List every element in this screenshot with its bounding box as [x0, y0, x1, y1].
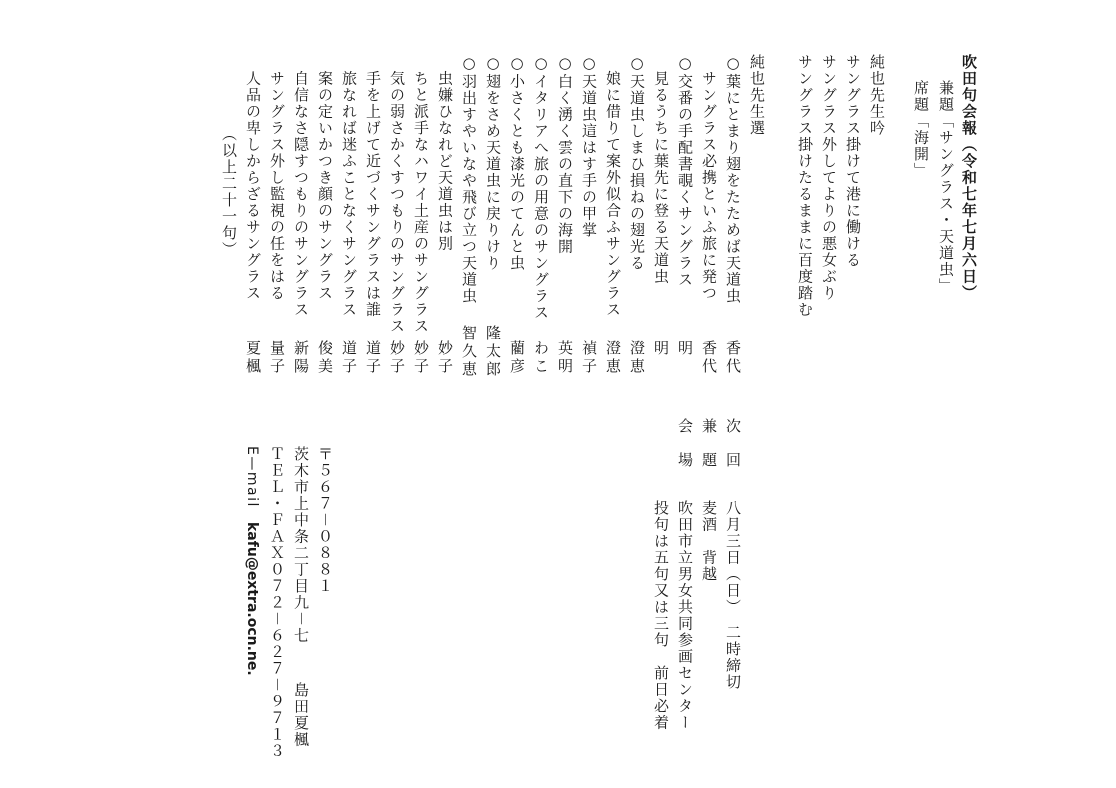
sen-poem-12: ○羽出すやいなや飛び立つ天道虫 [460, 54, 478, 305]
sen-author-20: 量子 [268, 340, 286, 376]
sen-poem-13: 虫嫌ひなれど天道虫は別 [436, 54, 454, 252]
sen-poem-5: ○天道虫しまひ損ねの翅光る [628, 54, 646, 272]
sen-poem-2: サングラス必携といふ旅に発つ [700, 54, 718, 302]
sen-poem-20: サングラス外し監視の任をはる [268, 54, 286, 302]
contact-email-label: E—mail [244, 446, 260, 508]
sen-poem-11: ○翅をさめ天道虫に戻りけり [484, 54, 502, 272]
sen-author-7: 禎子 [580, 340, 598, 376]
junya-gin-haiku-3: サングラス掛けたるままに百度踏む [796, 54, 814, 318]
sen-poem-14: ちと派手なハワイ土産のサングラス [412, 54, 430, 335]
sen-count-note: （以上二十一句） [220, 126, 238, 258]
next-jikai-value: 八月三日（日） 二時締切 [724, 500, 742, 691]
sen-poem-8: ○白く湧く雲の直下の海開 [556, 54, 574, 255]
sen-author-15: 妙子 [388, 340, 406, 376]
sen-author-9: わこ [532, 340, 550, 376]
next-kendai-label: 兼 題 [700, 418, 718, 469]
sen-author-18: 俊美 [316, 340, 334, 376]
sen-author-4: 明 [652, 340, 670, 358]
junya-gin-label: 純也先生吟 [868, 54, 886, 137]
next-jikai-label: 次 回 [724, 418, 742, 469]
contact-tel: ＴＥＬ・ＦＡＸ０７２－６２７－９７１３ [268, 446, 286, 760]
next-kaijo-value: 吹田市立男女共同参画センター [676, 500, 694, 731]
sen-author-13: 妙子 [436, 340, 454, 376]
sen-poem-21: 人品の卑しからざるサングラス [244, 54, 262, 302]
next-kaijo-label: 会 場 [676, 418, 694, 469]
junya-sen-label: 純也先生選 [748, 54, 766, 137]
contact-postal: 〒５６７－０８８１ [316, 446, 334, 595]
sen-poem-7: ○天道虫這はす手の甲掌 [580, 54, 598, 239]
sen-poem-17: 旅なれば迷ふことなくサングラス [340, 54, 358, 318]
contact-email[interactable]: kafu@extra.ocn.ne. [244, 522, 260, 676]
sen-poem-16: 手を上げて近づくサングラスは誰 [364, 54, 382, 318]
sen-poem-19: 自信なさ隠すつもりのサングラス [292, 54, 310, 318]
sen-poem-6: 娘に借りて案外似合ふサングラス [604, 54, 622, 318]
contact-address: 茨木市上中条二丁目九－七 [292, 446, 310, 645]
sen-author-2: 香代 [700, 340, 718, 376]
page-title: 吹田句会報（令和七年七月六日） [960, 54, 978, 302]
sen-poem-9: ○イタリアへ旅の用意のサングラス [532, 54, 550, 321]
sen-author-19: 新陽 [292, 340, 310, 376]
sen-author-21: 夏楓 [244, 340, 262, 376]
junya-gin-haiku-1: サングラス掛けて港に働ける [844, 54, 862, 269]
next-toku-note: 投句は五句又は三句 前日必着 [652, 500, 670, 731]
sen-author-8: 英明 [556, 340, 574, 376]
junya-gin-haiku-2: サングラス外してよりの悪女ぶり [820, 54, 838, 302]
sen-author-3: 明 [676, 340, 694, 358]
sen-poem-10: ○小さくとも漆光のてんと虫 [508, 54, 526, 272]
contact-name: 島田夏楓 [292, 682, 310, 748]
sen-author-10: 藺彦 [508, 340, 526, 376]
sen-author-17: 道子 [340, 340, 358, 376]
kendai: 兼題「サングラス・天道虫」 [937, 80, 955, 295]
sen-poem-4: 見るうちに葉先に登る天道虫 [652, 54, 670, 285]
sekidai: 席題「海開」 [912, 80, 930, 179]
sen-author-5: 澄恵 [628, 340, 646, 376]
sen-poem-18: 案の定いかつき顔のサングラス [316, 54, 334, 302]
sen-author-14: 妙子 [412, 340, 430, 376]
sen-author-12: 智久恵 [460, 325, 478, 379]
sen-author-16: 道子 [364, 340, 382, 376]
sen-author-1: 香代 [724, 340, 742, 376]
sen-poem-15: 気の弱さかくすつもりのサングラス [388, 54, 406, 335]
next-kendai-value: 麦酒 背越 [700, 500, 718, 583]
sen-author-6: 澄恵 [604, 340, 622, 376]
sen-poem-3: ○交番の手配書覗くサングラス [676, 54, 694, 288]
sen-poem-1: ○葉にとまり翅をたためば天道虫 [724, 54, 742, 305]
sen-author-11: 隆太郎 [484, 325, 502, 379]
